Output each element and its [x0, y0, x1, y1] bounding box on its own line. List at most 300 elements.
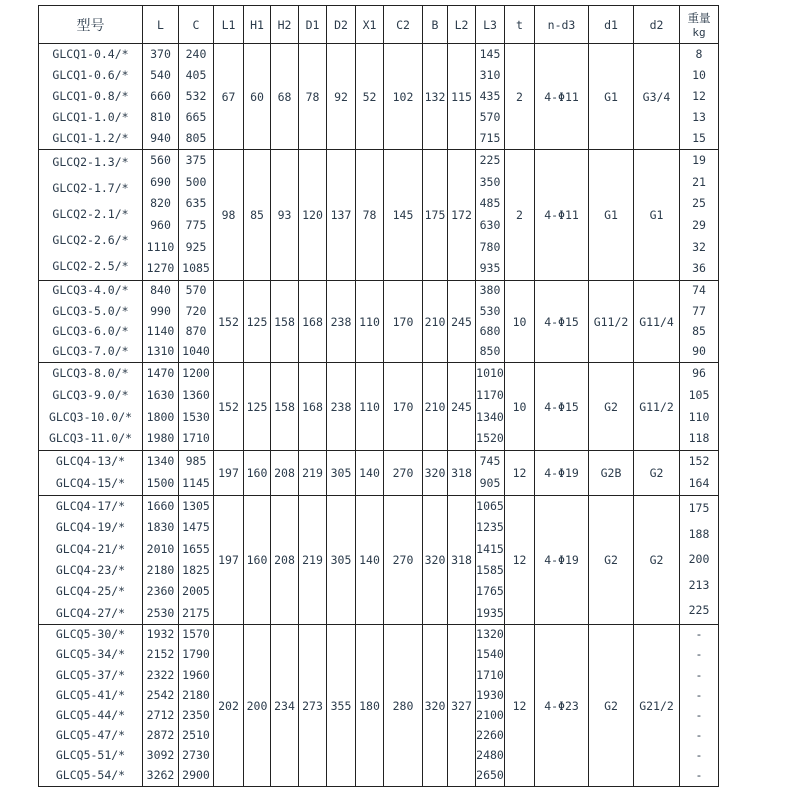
- cell-C: [179, 496, 214, 625]
- table-row: [39, 281, 719, 363]
- cell-weight-value: 110: [688, 409, 710, 424]
- cell-weight-value: -: [695, 627, 703, 642]
- cell-d2: G3/4: [634, 44, 680, 150]
- cell-X1: 140: [356, 451, 384, 496]
- cell-C: [179, 625, 214, 787]
- cell-d2: G21/2: [634, 625, 680, 787]
- cell-weight: [680, 150, 719, 281]
- cell-model-value: GLCQ1-1.0/*: [52, 109, 129, 124]
- cell-D1: 219: [299, 451, 327, 496]
- cell-L: [143, 44, 179, 150]
- cell-C-value: 870: [185, 323, 207, 338]
- cell-C-value: 1960: [182, 667, 210, 682]
- cell-C: [179, 451, 214, 496]
- cell-weight: [680, 281, 719, 363]
- weight-header-cn: 重量: [687, 11, 711, 25]
- cell-L-value: 2530: [146, 605, 175, 620]
- table-row: [39, 44, 719, 150]
- cell-H2: 234: [271, 625, 299, 787]
- cell-weight-value: 13: [692, 109, 706, 124]
- cell-L-value: 1470: [146, 366, 175, 381]
- cell-C-value: 375: [185, 153, 207, 168]
- cell-model-value: GLCQ4-17/*: [55, 498, 126, 513]
- cell-n-d3: 4-Φ15: [535, 281, 589, 363]
- cell-L3-value: 850: [479, 344, 501, 359]
- cell-C-value: 1530: [182, 409, 210, 424]
- cell-L2: 172: [448, 150, 476, 281]
- cell-D2: 92: [327, 44, 356, 150]
- cell-C2: 145: [384, 150, 423, 281]
- cell-t: 10: [505, 281, 535, 363]
- cell-L-value: 660: [150, 88, 171, 103]
- cell-B: 320: [423, 625, 448, 787]
- cell-L2: 245: [448, 363, 476, 451]
- cell-L3-value: 630: [479, 218, 501, 233]
- cell-L-value: 2712: [146, 707, 175, 722]
- cell-weight-value: 15: [692, 130, 706, 145]
- cell-C-value: 665: [185, 109, 207, 124]
- cell-C-value: 1040: [182, 344, 210, 359]
- cell-L-value: 1110: [146, 239, 175, 254]
- cell-weight: [680, 625, 719, 787]
- cell-L-value: 2322: [146, 667, 175, 682]
- col-header-L1: L1: [214, 6, 244, 44]
- cell-model-value: GLCQ3-9.0/*: [52, 387, 129, 402]
- cell-L1: 98: [214, 150, 244, 281]
- cell-L3-value: 1065: [476, 498, 504, 513]
- cell-L2: 115: [448, 44, 476, 150]
- cell-H2: 93: [271, 150, 299, 281]
- cell-n-d3: 4-Φ23: [535, 625, 589, 787]
- cell-weight-value: 105: [688, 387, 710, 402]
- cell-L3: [476, 363, 505, 451]
- table-row: [39, 496, 719, 625]
- cell-D1: 219: [299, 496, 327, 625]
- cell-C-value: 570: [185, 283, 207, 298]
- cell-D1: 78: [299, 44, 327, 150]
- cell-L: [143, 150, 179, 281]
- cell-model-value: GLCQ1-0.6/*: [52, 67, 129, 82]
- cell-d2: G1: [634, 150, 680, 281]
- cell-X1: 140: [356, 496, 384, 625]
- cell-model-value: GLCQ5-44/*: [55, 707, 126, 722]
- spec-table: [38, 5, 719, 787]
- col-header-X1: X1: [356, 6, 384, 44]
- cell-model-value: GLCQ1-1.2/*: [52, 130, 129, 145]
- cell-L2: 318: [448, 451, 476, 496]
- cell-L3-value: 225: [479, 153, 501, 168]
- cell-L-value: 960: [150, 218, 171, 233]
- cell-model-value: GLCQ4-13/*: [55, 454, 126, 469]
- cell-L3-value: 1930: [476, 687, 504, 702]
- cell-d1: G2: [589, 363, 634, 451]
- cell-L3-value: 1415: [476, 541, 504, 556]
- table-body: [39, 44, 719, 787]
- cell-n-d3: 4-Φ19: [535, 496, 589, 625]
- cell-L-value: 1310: [146, 344, 175, 359]
- cell-X1: 180: [356, 625, 384, 787]
- cell-L3-value: 780: [479, 239, 501, 254]
- cell-model-value: GLCQ4-19/*: [55, 520, 126, 535]
- cell-C-value: 1085: [182, 261, 210, 276]
- col-header-C2: C2: [384, 6, 423, 44]
- cell-L-value: 1340: [146, 454, 175, 469]
- table-row: [39, 150, 719, 281]
- cell-L3: [476, 451, 505, 496]
- cell-weight-value: 188: [688, 526, 710, 541]
- cell-L3-value: 1340: [476, 409, 504, 424]
- cell-weight-value: 32: [692, 239, 706, 254]
- col-header-d2: d2: [634, 6, 680, 44]
- cell-L3: [476, 496, 505, 625]
- cell-d2: G2: [634, 451, 680, 496]
- cell-C: [179, 363, 214, 451]
- col-header-d1: d1: [589, 6, 634, 44]
- cell-C-value: 532: [185, 88, 207, 103]
- cell-n-d3: 4-Φ11: [535, 44, 589, 150]
- cell-L3-value: 2260: [476, 727, 504, 742]
- cell-L3-value: 145: [479, 46, 501, 61]
- col-header-D1: D1: [299, 6, 327, 44]
- cell-L-value: 1630: [146, 387, 175, 402]
- cell-d1: G11/2: [589, 281, 634, 363]
- cell-weight: [680, 496, 719, 625]
- cell-weight-value: 29: [692, 218, 706, 233]
- cell-L3-value: 1935: [476, 605, 504, 620]
- cell-L: [143, 281, 179, 363]
- cell-B: 175: [423, 150, 448, 281]
- cell-C-value: 405: [185, 67, 207, 82]
- cell-model-value: GLCQ2-2.5/*: [52, 259, 129, 274]
- cell-model-value: GLCQ5-47/*: [55, 727, 126, 742]
- cell-weight-value: 90: [692, 344, 706, 359]
- cell-L: [143, 625, 179, 787]
- cell-L3-value: 680: [479, 323, 501, 338]
- cell-weight-value: -: [695, 707, 703, 722]
- cell-model: [39, 281, 143, 363]
- cell-H1: 200: [244, 625, 271, 787]
- cell-H2: 68: [271, 44, 299, 150]
- cell-weight-value: 85: [692, 323, 706, 338]
- cell-C2: 280: [384, 625, 423, 787]
- cell-D2: 137: [327, 150, 356, 281]
- cell-L3-value: 1320: [476, 627, 504, 642]
- cell-d1: G2B: [589, 451, 634, 496]
- cell-model-value: GLCQ2-2.6/*: [52, 233, 129, 248]
- cell-model-value: GLCQ5-51/*: [55, 748, 126, 763]
- cell-L-value: 2152: [146, 647, 175, 662]
- cell-model-value: GLCQ1-0.8/*: [52, 88, 129, 103]
- cell-C2: 170: [384, 281, 423, 363]
- cell-L: [143, 451, 179, 496]
- cell-model-value: GLCQ3-7.0/*: [52, 344, 129, 359]
- cell-L-value: 2180: [146, 562, 175, 577]
- cell-C-value: 1655: [182, 541, 210, 556]
- cell-L-value: 990: [150, 303, 171, 318]
- col-header-weight: [680, 6, 719, 44]
- cell-D2: 305: [327, 496, 356, 625]
- cell-C-value: 240: [185, 46, 207, 61]
- cell-C-value: 805: [185, 130, 207, 145]
- cell-model: [39, 496, 143, 625]
- col-header-D2: D2: [327, 6, 356, 44]
- cell-X1: 78: [356, 150, 384, 281]
- cell-L: [143, 496, 179, 625]
- cell-C-value: 2900: [182, 768, 210, 783]
- cell-D2: 355: [327, 625, 356, 787]
- cell-D1: 120: [299, 150, 327, 281]
- cell-C-value: 500: [185, 174, 207, 189]
- cell-L-value: 1980: [146, 431, 175, 446]
- cell-model-value: GLCQ4-15/*: [55, 476, 126, 491]
- cell-L-value: 560: [150, 153, 171, 168]
- cell-C2: 270: [384, 496, 423, 625]
- cell-B: 320: [423, 451, 448, 496]
- cell-C-value: 775: [185, 218, 207, 233]
- cell-H2: 208: [271, 496, 299, 625]
- cell-weight-value: -: [695, 647, 703, 662]
- cell-model-value: GLCQ3-10.0/*: [48, 409, 133, 424]
- cell-C-value: 720: [185, 303, 207, 318]
- cell-C-value: 925: [185, 239, 207, 254]
- cell-C-value: 2350: [182, 707, 210, 722]
- cell-L3-value: 2100: [476, 707, 504, 722]
- cell-L3: [476, 44, 505, 150]
- cell-weight-value: -: [695, 748, 703, 763]
- cell-model: [39, 44, 143, 150]
- cell-D2: 238: [327, 281, 356, 363]
- cell-L-value: 1140: [146, 323, 175, 338]
- cell-weight: [680, 363, 719, 451]
- cell-B: 210: [423, 281, 448, 363]
- cell-d2: G11/2: [634, 363, 680, 451]
- cell-d2: G2: [634, 496, 680, 625]
- cell-model-value: GLCQ2-2.1/*: [52, 207, 129, 222]
- cell-L3-value: 1010: [476, 366, 504, 381]
- cell-t: 2: [505, 44, 535, 150]
- cell-L-value: 3262: [146, 768, 175, 783]
- weight-header-kg: kg: [692, 26, 706, 39]
- cell-X1: 52: [356, 44, 384, 150]
- cell-weight-value: 19: [692, 153, 706, 168]
- cell-L-value: 1270: [146, 261, 175, 276]
- col-header-L3: L3: [476, 6, 505, 44]
- col-header-C: C: [179, 6, 214, 44]
- cell-L2: 327: [448, 625, 476, 787]
- cell-weight-value: 36: [692, 261, 706, 276]
- cell-d1: G2: [589, 496, 634, 625]
- cell-d1: G1: [589, 44, 634, 150]
- cell-L-value: 1500: [146, 476, 175, 491]
- cell-model-value: GLCQ5-30/*: [55, 627, 126, 642]
- cell-L3-value: 350: [479, 174, 501, 189]
- cell-H1: 160: [244, 451, 271, 496]
- cell-L3-value: 1585: [476, 562, 504, 577]
- cell-H1: 125: [244, 363, 271, 451]
- cell-weight-value: -: [695, 667, 703, 682]
- cell-B: 210: [423, 363, 448, 451]
- table-row: [39, 625, 719, 787]
- cell-D1: 168: [299, 281, 327, 363]
- cell-B: 132: [423, 44, 448, 150]
- cell-L1: 67: [214, 44, 244, 150]
- cell-C-value: 1305: [182, 498, 210, 513]
- cell-L1: 197: [214, 451, 244, 496]
- cell-model-value: GLCQ4-25/*: [55, 584, 126, 599]
- cell-C: [179, 44, 214, 150]
- cell-H1: 125: [244, 281, 271, 363]
- cell-model-value: GLCQ4-21/*: [55, 541, 126, 556]
- cell-L-value: 1932: [146, 627, 175, 642]
- cell-model-value: GLCQ3-5.0/*: [52, 303, 129, 318]
- cell-H1: 85: [244, 150, 271, 281]
- cell-C-value: 1360: [182, 387, 210, 402]
- cell-t: 12: [505, 496, 535, 625]
- cell-L1: 152: [214, 281, 244, 363]
- cell-weight: [680, 451, 719, 496]
- cell-L3-value: 745: [479, 454, 501, 469]
- col-header-t: t: [505, 6, 535, 44]
- cell-H2: 158: [271, 281, 299, 363]
- cell-n-d3: 4-Φ15: [535, 363, 589, 451]
- cell-C-value: 2510: [182, 727, 210, 742]
- cell-L1: 152: [214, 363, 244, 451]
- cell-L-value: 940: [150, 130, 171, 145]
- cell-C-value: 635: [185, 196, 207, 211]
- cell-L-value: 2872: [146, 727, 175, 742]
- cell-weight-value: 225: [688, 603, 710, 618]
- cell-H1: 60: [244, 44, 271, 150]
- cell-L3-value: 2480: [476, 748, 504, 763]
- cell-C-value: 1570: [182, 627, 210, 642]
- col-header-型号: 型号: [39, 6, 143, 44]
- cell-L-value: 1800: [146, 409, 175, 424]
- cell-L-value: 820: [150, 196, 171, 211]
- cell-t: 2: [505, 150, 535, 281]
- cell-weight-value: 77: [692, 303, 706, 318]
- cell-L3-value: 935: [479, 261, 501, 276]
- col-header-B: B: [423, 6, 448, 44]
- cell-weight-value: 213: [688, 577, 710, 592]
- cell-n-d3: 4-Φ19: [535, 451, 589, 496]
- cell-H2: 208: [271, 451, 299, 496]
- cell-weight-value: 21: [692, 174, 706, 189]
- cell-model-value: GLCQ5-41/*: [55, 687, 126, 702]
- cell-D1: 168: [299, 363, 327, 451]
- col-header-H2: H2: [271, 6, 299, 44]
- cell-model-value: GLCQ3-8.0/*: [52, 366, 129, 381]
- cell-C: [179, 281, 214, 363]
- cell-weight-value: 200: [688, 552, 710, 567]
- cell-D2: 238: [327, 363, 356, 451]
- cell-C-value: 2175: [182, 605, 210, 620]
- cell-model-value: GLCQ5-37/*: [55, 667, 126, 682]
- cell-D1: 273: [299, 625, 327, 787]
- col-header-L: L: [143, 6, 179, 44]
- cell-L3-value: 1235: [476, 520, 504, 535]
- cell-model: [39, 150, 143, 281]
- cell-L-value: 2010: [146, 541, 175, 556]
- cell-L-value: 3092: [146, 748, 175, 763]
- cell-weight-value: -: [695, 727, 703, 742]
- cell-L-value: 2542: [146, 687, 175, 702]
- cell-L3-value: 310: [479, 67, 501, 82]
- cell-C-value: 1475: [182, 520, 210, 535]
- cell-weight: [680, 44, 719, 150]
- cell-L3-value: 570: [479, 109, 501, 124]
- cell-L3-value: 2650: [476, 768, 504, 783]
- cell-C-value: 1200: [182, 366, 210, 381]
- cell-model-value: GLCQ1-0.4/*: [52, 46, 129, 61]
- cell-L3: [476, 150, 505, 281]
- cell-C-value: 1825: [182, 562, 210, 577]
- cell-model-value: GLCQ4-23/*: [55, 562, 126, 577]
- cell-d1: G1: [589, 150, 634, 281]
- cell-d2: G11/4: [634, 281, 680, 363]
- cell-L3-value: 715: [479, 130, 501, 145]
- cell-C-value: 1710: [182, 431, 210, 446]
- cell-weight-value: 96: [692, 366, 706, 381]
- cell-C-value: 1790: [182, 647, 210, 662]
- cell-L1: 202: [214, 625, 244, 787]
- cell-H2: 158: [271, 363, 299, 451]
- cell-L-value: 370: [150, 46, 171, 61]
- cell-L3-value: 1520: [476, 431, 504, 446]
- cell-L3-value: 1540: [476, 647, 504, 662]
- cell-model-value: GLCQ3-4.0/*: [52, 283, 129, 298]
- cell-n-d3: 4-Φ11: [535, 150, 589, 281]
- cell-L-value: 690: [150, 174, 171, 189]
- cell-L3-value: 905: [479, 476, 501, 491]
- cell-C-value: 2005: [182, 584, 210, 599]
- cell-X1: 110: [356, 281, 384, 363]
- cell-C-value: 985: [185, 454, 207, 469]
- cell-L-value: 840: [150, 283, 171, 298]
- cell-C-value: 2180: [182, 687, 210, 702]
- cell-weight-value: 25: [692, 196, 706, 211]
- cell-L3-value: 530: [479, 303, 501, 318]
- cell-weight-value: -: [695, 768, 703, 783]
- cell-weight-value: 118: [688, 431, 710, 446]
- cell-model-value: GLCQ2-1.7/*: [52, 181, 129, 196]
- cell-L3-value: 485: [479, 196, 501, 211]
- cell-C2: 270: [384, 451, 423, 496]
- table-header: [39, 6, 719, 44]
- cell-model-value: GLCQ5-54/*: [55, 768, 126, 783]
- cell-L3: [476, 625, 505, 787]
- cell-weight-value: 8: [695, 46, 703, 61]
- cell-d1: G2: [589, 625, 634, 787]
- cell-L3-value: 1765: [476, 584, 504, 599]
- cell-B: 320: [423, 496, 448, 625]
- col-header-L2: L2: [448, 6, 476, 44]
- cell-L2: 245: [448, 281, 476, 363]
- cell-L3-value: 1170: [476, 387, 504, 402]
- cell-L3-value: 435: [479, 88, 501, 103]
- cell-model-value: GLCQ5-34/*: [55, 647, 126, 662]
- cell-model-value: GLCQ2-1.3/*: [52, 155, 129, 170]
- cell-L1: 197: [214, 496, 244, 625]
- cell-t: 12: [505, 451, 535, 496]
- cell-weight-value: -: [695, 687, 703, 702]
- cell-L: [143, 363, 179, 451]
- cell-H1: 160: [244, 496, 271, 625]
- cell-L-value: 540: [150, 67, 171, 82]
- cell-L-value: 810: [150, 109, 171, 124]
- cell-C2: 102: [384, 44, 423, 150]
- cell-X1: 110: [356, 363, 384, 451]
- cell-model: [39, 451, 143, 496]
